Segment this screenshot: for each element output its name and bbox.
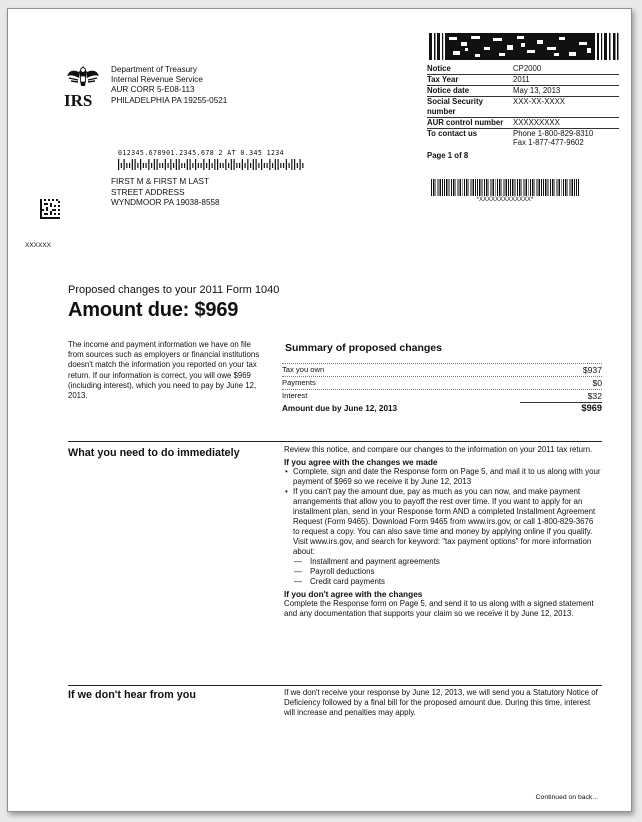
contact-fax: Fax 1-877-477-9602 [513,138,584,147]
postal-barcode [118,159,308,170]
contact-label: To contact us [427,129,478,138]
payment-options-list [284,557,602,587]
summary-table [282,358,602,415]
summary-title: Summary of proposed changes [285,342,442,354]
irs-logo [64,64,102,109]
agree-list [284,467,602,557]
disagree-text: Complete the Response form on Page 5, and send it to us along with a signed statement and any documentation that supports your claim so we receive it by June 12, 2013. [284,599,594,618]
no-response-text: If we don't receive your response by June 12, 2013, we will send you a Statutory Notice of Deficiency followed by a final bill for the proposed amount due. During this time, interest will increase and penalties may apply. [284,688,598,717]
continued-label: Continued on back... [535,794,598,801]
section-title-immediately: What you need to do immediately [68,447,240,459]
summary-row: Payments $0 [282,378,602,388]
right-barcode [431,179,579,196]
section-divider [68,685,602,686]
amount-due-title: Amount due: $969 [68,299,239,321]
address-line: WYNDMOOR PA 19038-8558 [111,198,220,207]
agency-address [111,65,227,106]
contact-phone: Phone 1-800-829-8310 [513,129,594,138]
contact-row [427,129,619,148]
list-item: — Installment and payment agreements [294,557,440,566]
intro-text: The income and payment information we have on file from sources such as employers or financial institutions doesn't match the information you reported on your tax return. If our information is correct, you will owe $969 (including interest), which you need to pay by June 12, 2013. [68,340,260,401]
barcode-label: *XXXXXXXXXXXXX* [476,197,534,203]
section-title-no-response: If we don't hear from you [68,689,196,701]
section-body-no-response [284,688,602,718]
notice-row: AUR control number XXXXXXXXX [427,118,619,129]
list-item: • If you can't pay the amount due, pay as much as you can now, and make payment arrangements that allow you to payoff the rest over time. If you want to apply for an installment plan, send in your Response form AND a completed Installment Agreement Request (Form 9465). Download Form 9465 from www.irs.gov, or call 1-800-829-3676 to request a copy. You can also save time and money by applying online if you qualify. Visit www.irs.gov, and search for keyword: "tax payment options" for more information about: [285,487,596,556]
address-line: FIRST M & FIRST M LAST [111,177,209,186]
agency-line: Department of Treasury [111,65,198,74]
agency-line: AUR CORR 5-E08-113 [111,85,195,95]
irs-eagle-icon [64,64,102,88]
notice-row: Social Security number XXX-XX-XXXX [427,97,619,118]
reference-code: XXXXXX [25,242,52,249]
datamatrix-code [40,199,60,219]
notice-row: Notice CP2000 [427,64,619,75]
list-item: — Payroll deductions [294,567,375,576]
notice-row: Tax Year 2011 [427,75,619,86]
notice-page [7,8,632,812]
summary-row: Tax you own $937 [282,365,602,375]
section-divider [68,441,602,442]
irs-logo-text: IRS [64,91,93,110]
section-body-immediately [284,445,602,619]
recipient-address [111,177,220,209]
list-item: • Complete, sign and date the Response form on Page 5, and mail it to us along with your payment of $969 so we receive it by June 12, 2013 [285,467,601,486]
total-rule [520,402,602,403]
summary-total-row: Amount due by June 12, 2013 $969 [282,403,602,413]
agree-heading: If you agree with the changes we made [284,457,438,467]
routing-numbers: 012345.678901.2345.678 2 AT 0.345 1234 [118,149,285,157]
top-barcode [429,33,619,60]
section-intro: Review this notice, and compare our changes to the information on your 2011 tax return. [284,445,593,454]
address-line: STREET ADDRESS [111,187,185,197]
notice-info-table [427,64,619,147]
list-item: — Credit card payments [294,577,385,586]
agency-line: PHILADELPHIA PA 19255-0521 [111,95,228,105]
summary-row: Interest $32 [282,391,602,401]
proposed-changes-subtitle: Proposed changes to your 2011 Form 1040 [68,284,280,296]
disagree-heading: If you don't agree with the changes [284,589,423,599]
page-number: Page 1 of 8 [427,151,469,160]
agency-line: Internal Revenue Service [111,75,203,85]
notice-row: Notice date May 13, 2013 [427,86,619,97]
